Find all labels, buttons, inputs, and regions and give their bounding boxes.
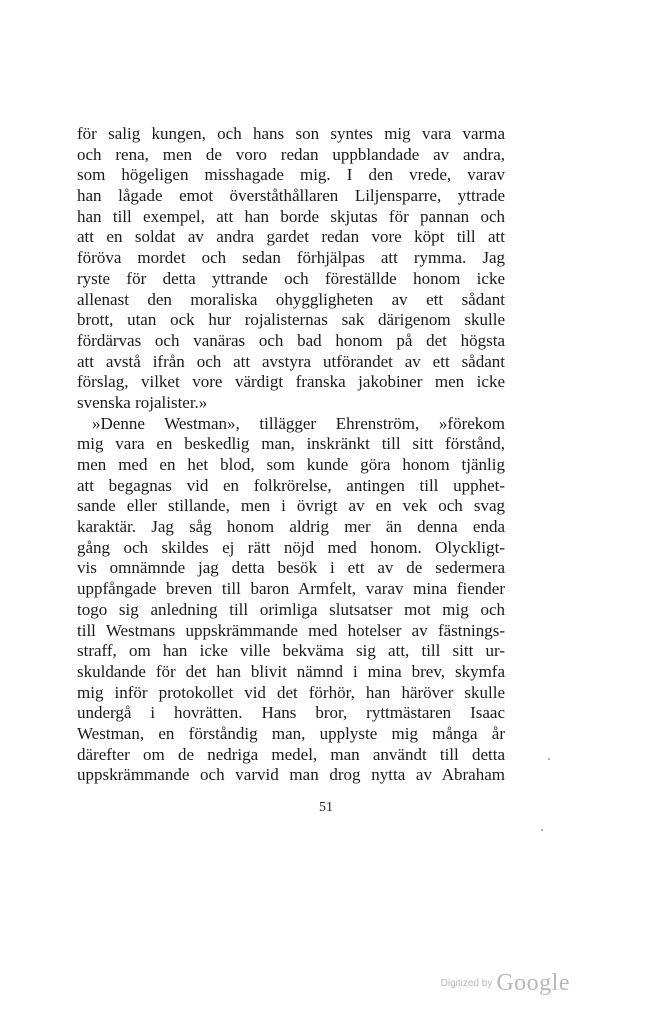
text-line: därefter om de nedriga medel, man användt till detta <box>77 744 505 764</box>
text-line: till Westmans uppskrämmande med hotelser av fästnings- <box>77 620 505 640</box>
text-line: straff, om han icke ville bekväma sig att, till sitt ur- <box>77 641 505 661</box>
text-line: brott, utan ock hur rojalisternas sak därigenom skulle <box>77 310 505 330</box>
scan-speck <box>541 829 543 831</box>
text-line: föröva mordet och sedan förhjälpas att rymma. Jag <box>77 248 505 268</box>
text-line: mig inför protokollet vid det förhör, han häröver skulle <box>77 682 505 702</box>
text-line: Westman, en förståndig man, upplyste mig många år <box>77 723 505 743</box>
text-line: skuldande för det han blivit nämnd i mina brev, skymfa <box>77 661 505 681</box>
text-line: sande eller stillande, men i övrigt av en vek och svag <box>77 496 505 516</box>
text-line: allenast den moraliska ohyggligheten av ett sådant <box>77 289 505 309</box>
scan-speck <box>548 758 550 760</box>
text-line: ryste för detta yttrande och föreställde honom icke <box>77 268 505 288</box>
text-line: vis omnämnde jag detta besök i ett av de sedermera <box>77 558 505 578</box>
text-line-paragraph-end: svenska rojalister.» <box>77 392 208 412</box>
text-line: men med en het blod, som kunde göra honom tjänlig <box>77 455 505 474</box>
page-body <box>77 124 505 786</box>
text-line: för salig kungen, och hans son syntes mig vara varma <box>77 124 505 143</box>
text-line: och rena, men de voro redan uppblandade av andra, <box>77 144 505 164</box>
text-line: som högeligen misshagade mig. I den vrede, varav <box>77 165 505 185</box>
text-line: fördärvas och vanäras och bad honom på det högsta <box>77 330 505 350</box>
text-line: att en soldat av andra gardet redan vore köpt till att <box>77 227 505 247</box>
text-line-paragraph-start: »Denne Westman», tillägger Ehrenström, »förekom <box>92 413 505 433</box>
page-number: 51 <box>319 800 333 815</box>
text-line: förslag, vilket vore värdigt franska jakobiner men icke <box>77 372 505 392</box>
text-line: att begagnas vid en folkrörelse, antingen till upphet- <box>77 475 505 495</box>
text-line: han lågade emot överståthållaren Liljensparre, yttrade <box>77 186 505 206</box>
text-line: gång och skildes ej rätt nöjd med honom. Olyckligt- <box>77 537 505 557</box>
text-line: undergå i hovrätten. Hans bror, ryttmästaren Isaac <box>77 703 505 723</box>
watermark-prefix: Digitized by <box>440 978 493 989</box>
google-logo: Google <box>496 970 570 996</box>
text-line: uppskrämmande och varvid man drog nytta av Abraham <box>77 765 505 785</box>
text-line: att avstå ifrån och att avstyra utförandet av ett sådant <box>77 351 505 371</box>
digitized-by-watermark <box>441 970 570 997</box>
text-line: karaktär. Jag såg honom aldrig mer än denna enda <box>77 517 505 537</box>
text-line: uppfångade breven till baron Armfelt, varav mina fiender <box>77 579 505 599</box>
text-line: togo sig anledning till orimliga slutsatser mot mig och <box>77 599 505 619</box>
text-line: han till exempel, att han borde skjutas för pannan och <box>77 206 505 226</box>
text-line: mig vara en beskedlig man, inskränkt till sitt förstånd, <box>77 434 505 454</box>
